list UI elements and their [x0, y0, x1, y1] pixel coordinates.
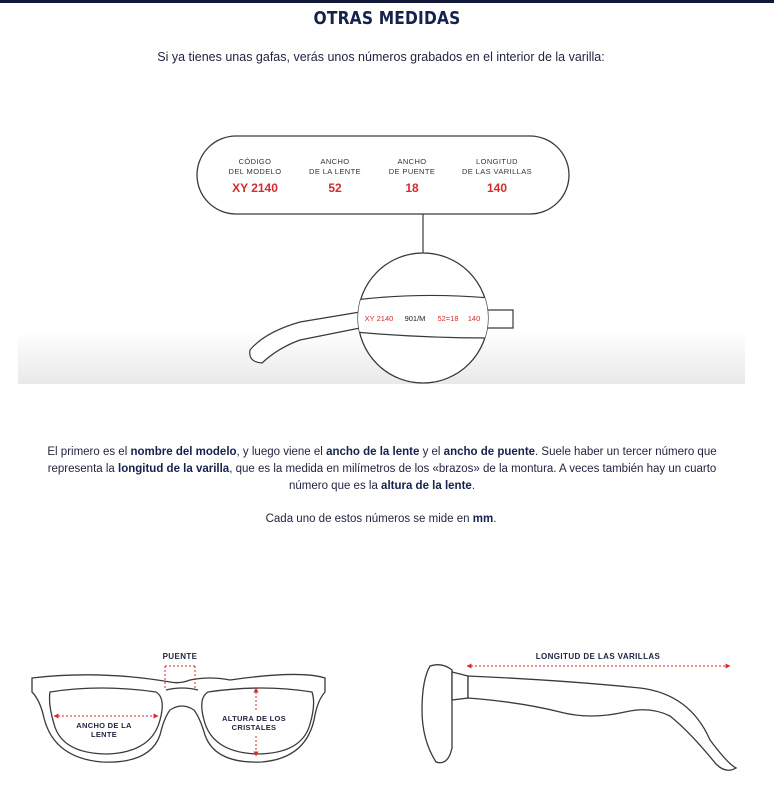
model-label-2: DEL MODELO	[228, 167, 282, 176]
engraving-color: 901/M	[404, 314, 426, 323]
term-bridge-width: ancho de puente	[443, 446, 536, 458]
text-segment: El primero es el	[47, 446, 131, 458]
bridge-label-2: DE PUENTE	[388, 167, 436, 176]
page-subtitle: Si ya tienes unas gafas, verás unos números grabados en el interior de la varilla:	[157, 50, 605, 64]
engraving-sizes: 52=18	[437, 314, 459, 323]
text-segment: , y luego viene el	[236, 446, 327, 458]
temple-label-2: DE LAS VARILLAS	[461, 167, 533, 176]
bridge-label: PUENTE	[162, 652, 198, 661]
lens-height-label-2: CRISTALES	[231, 723, 277, 732]
lens-width-label-2: LENTE	[90, 730, 118, 739]
lens-value: 52	[328, 181, 342, 195]
text-segment: y el	[419, 446, 444, 458]
text-segment: Cada uno de estos números se mide en	[265, 513, 473, 525]
temple-length-label: LONGITUD DE LAS VARILLAS	[535, 652, 661, 661]
term-temple-length: longitud de la varilla	[118, 463, 230, 475]
term-lens-width: ancho de la lente	[326, 446, 420, 458]
engraving-length: 140	[467, 314, 481, 323]
lens-width-label-1: ANCHO DE LA	[76, 721, 132, 730]
page-title: OTRAS MEDIDAS	[313, 8, 461, 29]
side-view-glasses	[422, 665, 736, 771]
term-model-name: nombre del modelo	[130, 446, 237, 458]
temple-engraving-illustration	[0, 100, 774, 390]
bridge-value: 18	[405, 181, 419, 195]
term-mm: mm	[472, 513, 494, 525]
lens-label-1: ANCHO	[320, 157, 350, 166]
text-segment: .	[471, 480, 476, 492]
lens-height-label-1: ALTURA DE LOS	[222, 714, 286, 723]
bridge-label-1: ANCHO	[397, 157, 427, 166]
measurement-diagrams	[0, 640, 774, 799]
engraving-model: XY 2140	[364, 314, 394, 323]
term-lens-height: altura de la lente	[381, 480, 472, 492]
text-segment: .	[493, 513, 497, 525]
top-border	[0, 0, 774, 3]
model-label-1: CÓDIGO	[238, 157, 272, 166]
model-value: XY 2140	[232, 181, 278, 195]
temple-label-1: LONGITUD	[476, 157, 518, 166]
lens-label-2: DE LA LENTE	[309, 167, 361, 176]
temple-value: 140	[486, 181, 508, 195]
temple-arm-tip	[486, 310, 513, 328]
text-segment: . Suele haber un tercer número que representa la	[47, 446, 717, 475]
units-note	[0, 513, 762, 525]
text-segment: , que es la medida en milímetros de los «brazos» de la montura. A veces también hay un cuarto número que es la	[229, 463, 717, 492]
explanation-paragraph	[42, 444, 722, 495]
